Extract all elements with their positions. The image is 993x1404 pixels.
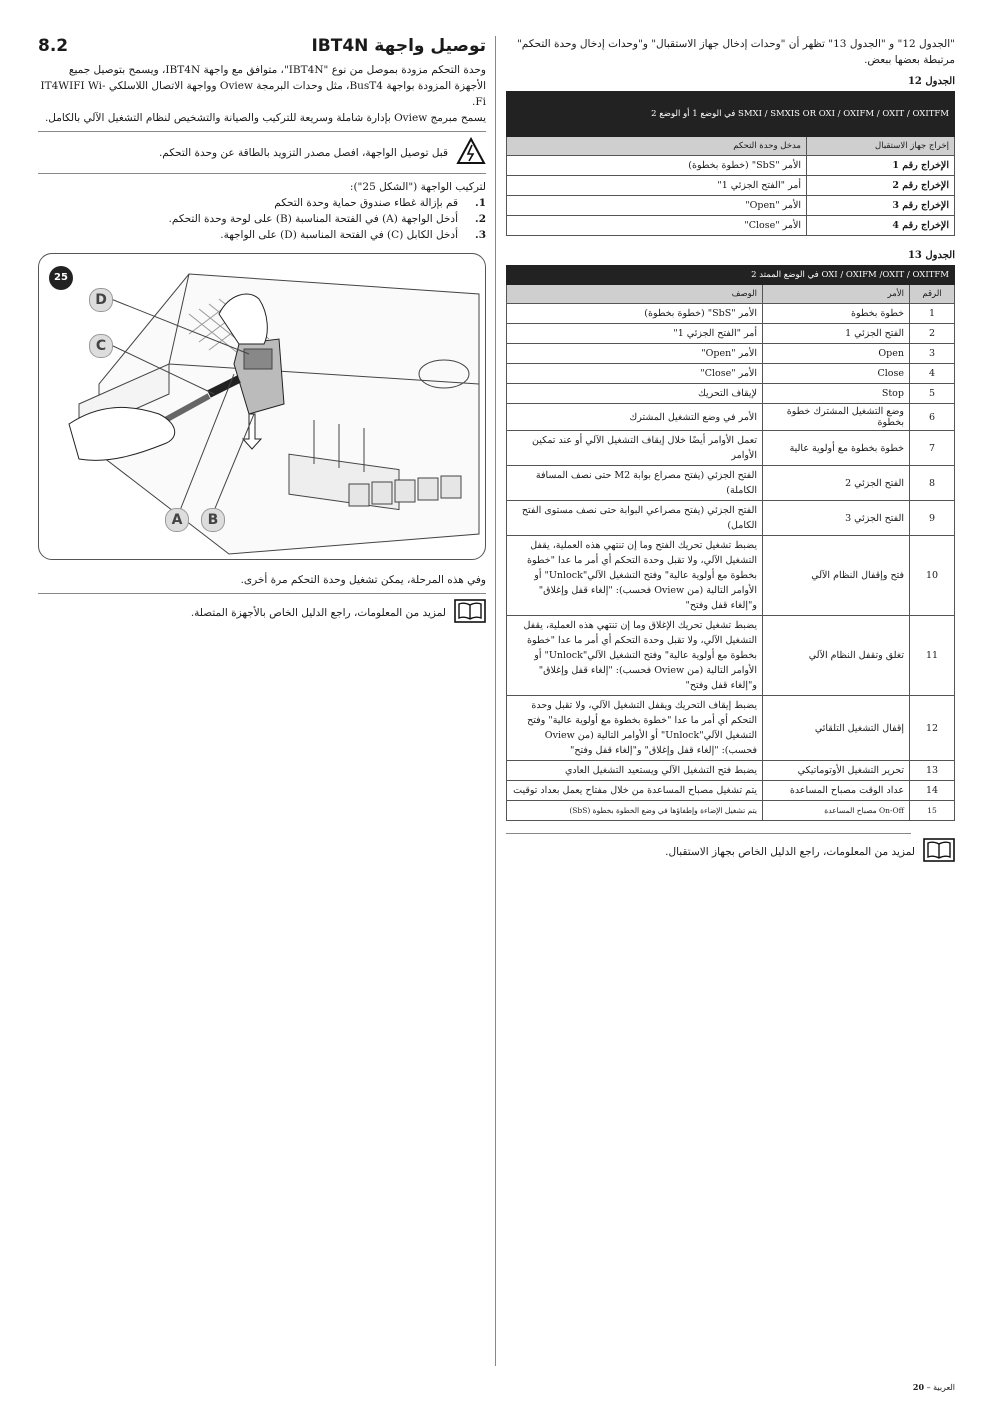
table-row: 1 خطوة بخطوة الأمر "SbS" (خطوة بخطوة) (507, 304, 955, 324)
table-row: 15 On-Off مصباح المساعدة يتم تشغيل الإضاءة وإطفاؤها في وضع الخطوة بخطوة (SbS) (507, 801, 955, 821)
book-icon (454, 599, 486, 626)
section-number: 8.2 (38, 36, 69, 56)
left-column (38, 36, 486, 626)
list-item: 2. أدخل الواجهة (A) في الفتحة المناسبة (B) على لوحة وحدة التحكم. (168, 213, 486, 225)
intro-paragraph-2: يسمح مبرمج Oview بإدارة شاملة وسريعة للتركيب والصيانة والتشخيص لنظام التشغيل الآلي بالكامل. (44, 112, 486, 124)
table-row: 2 الفتح الجزئي 1 أمر "الفتح الجزئي 1" (507, 324, 955, 344)
table-row: 13 تحرير التشغيل الأوتوماتيكي يضبط فتح التشغيل الآلي ويستعيد التشغيل العادي (507, 761, 955, 781)
table-row: الإخراج رقم 1 الأمر "SbS" (خطوة بخطوة) (507, 156, 955, 176)
callout-b: B (201, 508, 225, 532)
separator (38, 593, 486, 594)
table-12 (506, 91, 955, 236)
list-item: 1. قم بإزالة غطاء صندوق حماية وحدة التحكم (274, 197, 486, 209)
col-output: إخراج جهاز الاستقبال (807, 137, 955, 156)
table-row: 11 تغلق وتقفل النظام الآلي يضبط تشغيل تحريك الإغلاق وما إن تنتهي هذه العملية، يقفل التشغيل الآلي، ولا تقبل وحدة التحكم أي أمر ما عدا "خطوة بخطوة مع أولوية عالية" وفتح التشغيل الآلي"Unlock" أو الأوامر التالية (من Oview فحسب): "إلغاء قفل وإغلاق" و"إلغاء قفل وفتح" (507, 616, 955, 696)
table-row: 4 Close الأمر "Close" (507, 364, 955, 384)
col-desc: الوصف (507, 285, 763, 304)
col-input: مدخل وحدة التحكم (507, 137, 807, 156)
page-footer: العربية – 20 (912, 1382, 955, 1392)
table-row: 12 إقفال التشغيل التلقائي يضبط إيقاف التحريك ويقفل التشغيل الآلي، ولا تقبل وحدة التحكم أي أمر ما عدا "خطوة بخطوة مع أولوية عالية" وفتح التشغيل الآلي"Unlock" أو الأوامر التالية (من Oview فحسب): "إلغاء قفل وإغلاق" و"إلغاء قفل وفتح" (507, 696, 955, 761)
col-cmd: الأمر (763, 285, 910, 304)
table12-caption: الجدول 12 (907, 76, 955, 87)
more-info-text: لمزيد من المعلومات، راجع الدليل الخاص بجهاز الاستقبال. (665, 845, 915, 858)
table-13 (506, 265, 955, 821)
warning-text: قبل توصيل الواجهة، افصل مصدر التزويد بالطاقة عن وحدة التحكم. (158, 146, 448, 159)
table-row: 9 الفتح الجزئي 3 الفتح الجزئي (يفتح مصراعي البوابة حتى نصف مستوى الفتح الكامل) (507, 501, 955, 536)
intro-paragraph-1: وحدة التحكم مزودة بموصل من نوع "IBT4N"، متوافق مع واجهة IBT4N، ويسمح بتوصيل جميع الأجهزة المزودة بواجهة BusT4، مثل وحدات البرمجة Oview وواجهة الاتصال اللاسلكي IT4WIFI Wi-Fi. (40, 64, 486, 108)
table-row: 14 عداد الوقت مصباح المساعدة يتم تشغيل مصباح المساعدة من خلال مفتاح يعمل بعداد توقيت (507, 781, 955, 801)
table13-caption: الجدول 13 (907, 250, 955, 261)
table-row: 7 خطوة بخطوة مع أولوية عالية تعمل الأوامر أيضًا خلال إيقاف التشغيل الآلي أو عند تمكين الأوامر (507, 431, 955, 466)
table-row: 10 فتح وإقفال النظام الآلي يضبط تشغيل تحريك الفتح وما إن تنتهي هذه العملية، يقفل التشغيل الآلي، ولا تقبل وحدة التحكم أي أمر ما عدا "خطوة بخطوة مع أولوية عالية" وفتح التشغيل الآلي"Unlock" أو الأوامر التالية (من Oview فحسب): "إلغاء قفل وإغلاق" و"إلغاء قفل وفتح" (507, 536, 955, 616)
book-icon (923, 838, 955, 865)
electric-hazard-icon (456, 137, 486, 168)
steps-intro: لتركيب الواجهة ("الشكل 25"): (349, 181, 486, 193)
warning-note (38, 137, 486, 168)
more-info-note-right (506, 838, 955, 865)
more-info-text: لمزيد من المعلومات، راجع الدليل الخاص بالأجهزة المتصلة. (190, 606, 446, 619)
separator (506, 833, 911, 834)
table12-header: SMXI / SMXIS OR OXI / OXIFM / OXIT / OXITFM في الوضع 1 أو الوضع 2 (507, 92, 955, 137)
callout-a: A (165, 508, 189, 532)
col-num: الرقم (910, 285, 955, 304)
table-row: 6 وضع التشغيل المشترك خطوة بخطوة الأمر في وضع التشغيل المشترك (507, 404, 955, 431)
column-divider (495, 36, 496, 1366)
table-row: الإخراج رقم 3 الأمر "Open" (507, 196, 955, 216)
callout-d: D (89, 288, 113, 312)
install-steps (38, 195, 486, 243)
table-row: 5 Stop لإيقاف التحريك (507, 384, 955, 404)
separator (38, 173, 486, 174)
right-column (506, 36, 955, 865)
footer-lang: العربية (933, 1383, 955, 1392)
more-info-note (38, 599, 486, 626)
section-heading (38, 36, 486, 56)
after-figure-text: وفي هذه المرحلة، يمكن تشغيل وحدة التحكم مرة أخرى. (240, 574, 486, 586)
callout-c: C (89, 334, 113, 358)
table13-body (507, 304, 955, 821)
tables-intro: "الجدول 12" و "الجدول 13" تظهر أن "وحدات إدخال جهاز الاستقبال" و"وحدات إدخال وحدة التحكم" مرتبطة بعضها ببعض. (516, 38, 955, 66)
list-item: 3. أدخل الكابل (C) في الفتحة المناسبة (D) على الواجهة. (220, 229, 486, 241)
table-row: 3 Open الأمر "Open" (507, 344, 955, 364)
section-title: توصيل واجهة IBT4N (311, 36, 486, 56)
table-row: 8 الفتح الجزئي 2 الفتح الجزئي (يفتح مصراع بوابة M2 حتى نصف المسافة الكاملة) (507, 466, 955, 501)
table13-header: OXI / OXIFM /OXIT / OXITFM في الوضع الممتد 2 (507, 266, 955, 285)
table-row: الإخراج رقم 2 أمر "الفتح الجزئي 1" (507, 176, 955, 196)
figure-number-badge: 25 (49, 266, 73, 290)
page-number: 20 (912, 1382, 925, 1392)
separator (38, 131, 486, 132)
figure-25 (38, 253, 486, 560)
table-row: الإخراج رقم 4 الأمر "Close" (507, 216, 955, 236)
